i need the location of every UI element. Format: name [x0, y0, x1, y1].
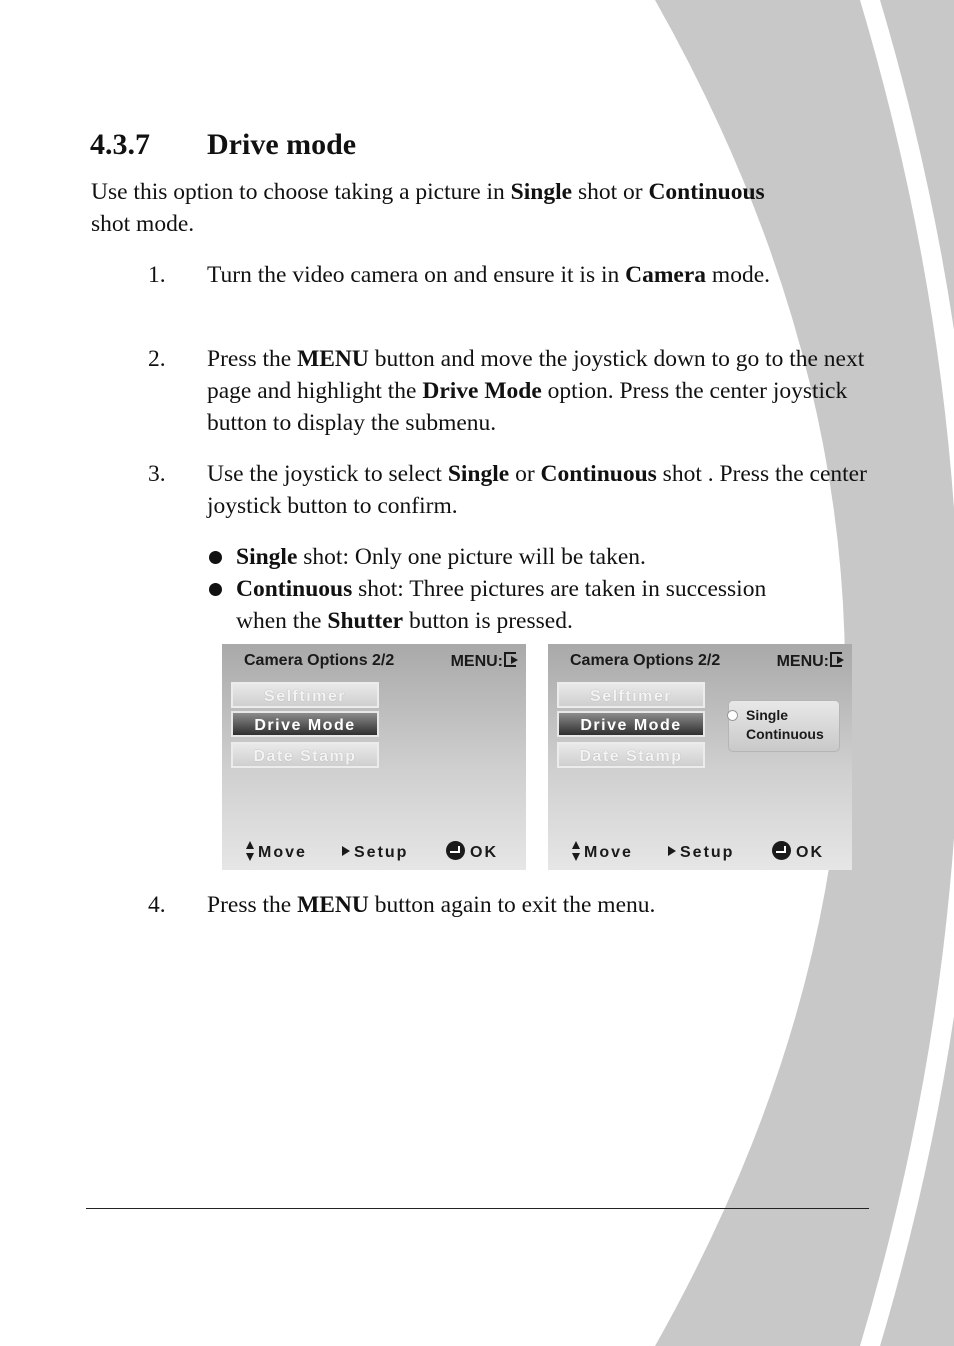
step-number: 2.	[148, 346, 166, 372]
menu-item-date-stamp: Date Stamp	[231, 742, 379, 768]
bold-term: Camera	[625, 262, 707, 288]
menu-screenshot-2	[548, 644, 852, 870]
ok-enter-icon	[446, 841, 465, 860]
bold-term: Shutter	[327, 608, 404, 634]
step-number: 4.	[148, 892, 166, 918]
text-run: Use the joystick to select	[207, 461, 448, 487]
text-run: shot mode.	[91, 211, 195, 237]
section-heading	[90, 128, 356, 162]
footer-move: Move	[572, 840, 633, 862]
footer-setup: Setup	[668, 844, 734, 862]
text-run: shot or	[572, 179, 649, 205]
submenu-option-continuous: Continuous	[746, 726, 824, 742]
up-down-arrow-icon	[572, 840, 581, 862]
right-arrow-icon	[668, 846, 676, 856]
screen-title: Camera Options 2/2	[570, 652, 721, 669]
bold-term: Continuous	[236, 576, 353, 602]
intro-paragraph	[91, 176, 791, 240]
bold-term: MENU	[297, 346, 369, 372]
menu-item-date-stamp: Date Stamp	[557, 742, 705, 768]
text-run: or	[509, 461, 541, 487]
bold-term: Continuous	[540, 461, 657, 487]
bullet-text	[236, 573, 786, 637]
radio-selected-icon	[727, 710, 738, 721]
text-run: button is pressed.	[403, 608, 573, 634]
bold-term: Drive Mode	[422, 378, 542, 404]
text-run: shot: Only one picture will be taken.	[297, 544, 646, 570]
bold-term: MENU	[297, 892, 369, 918]
bold-term: Single	[510, 179, 573, 205]
step-text	[207, 259, 867, 291]
footer-ok: OK	[772, 841, 824, 862]
footer-rule	[86, 1208, 869, 1209]
menu-item-drive-mode: Drive Mode	[231, 711, 379, 737]
footer-setup: Setup	[342, 844, 408, 862]
screen-title: Camera Options 2/2	[244, 652, 395, 669]
up-down-arrow-icon	[246, 840, 255, 862]
text-run: shot: Three pictures are taken in succession when the	[236, 576, 767, 634]
section-number: 4.3.7	[90, 128, 150, 161]
text-run: button again to exit the menu.	[368, 892, 656, 918]
menu-exit-label: MENU:	[777, 652, 842, 671]
menu-item-drive-mode: Drive Mode	[557, 711, 705, 737]
menu-screenshot-1	[222, 644, 526, 870]
footer-ok: OK	[446, 841, 498, 862]
text-run: Turn the video camera on and ensure it is in	[207, 262, 626, 288]
menu-item-selftimer: Selftimer	[231, 682, 379, 708]
footer-move: Move	[246, 840, 307, 862]
text-run: Press the	[207, 346, 298, 372]
text-run: Press the	[207, 892, 298, 918]
drive-mode-submenu	[728, 700, 840, 752]
exit-icon	[830, 652, 842, 667]
step-text	[207, 889, 867, 921]
step-number: 1.	[148, 262, 166, 288]
section-title: Drive mode	[207, 128, 357, 161]
text-run: shot . Press the center joystick button to confirm.	[207, 461, 867, 519]
ok-enter-icon	[772, 841, 791, 860]
bullet-dot-icon	[209, 551, 222, 564]
menu-exit-label: MENU:	[451, 652, 516, 671]
right-arrow-icon	[342, 846, 350, 856]
text-run: button and move the joystick down to go to the next page and highlight the	[207, 346, 865, 404]
submenu-option-single: Single	[746, 707, 789, 723]
step-text	[207, 343, 867, 439]
text-run: mode.	[706, 262, 771, 288]
menu-item-selftimer: Selftimer	[557, 682, 705, 708]
bold-term: Continuous	[648, 179, 765, 205]
text-run: option. Press the center joystick button to display the submenu.	[207, 378, 848, 436]
bold-term: Single	[447, 461, 510, 487]
bold-term: Single	[236, 544, 298, 570]
step-number: 3.	[148, 461, 166, 487]
bullet-dot-icon	[209, 583, 222, 596]
bullet-text	[236, 541, 786, 573]
exit-icon	[504, 652, 516, 667]
text-run: Use this option to choose taking a picture in	[91, 179, 511, 205]
step-text	[207, 458, 867, 522]
